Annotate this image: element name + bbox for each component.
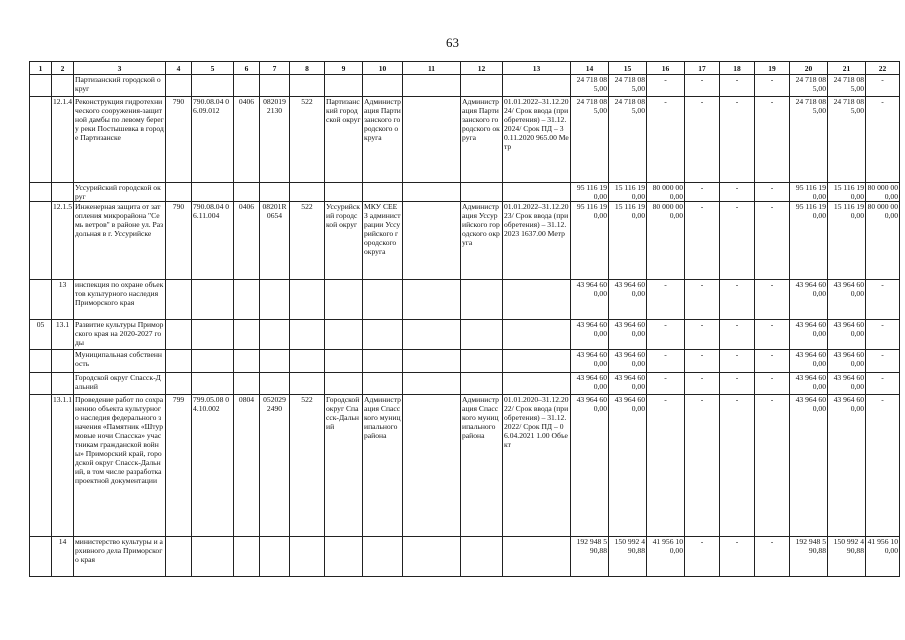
cell-col-18: - [720,202,755,280]
cell-col-9: Партизанский городской округ [325,97,363,183]
column-header-6: 6 [234,62,260,75]
cell-col-15: 43 964 60 0,00 [609,320,647,350]
cell-col-1 [30,280,52,320]
cell-col-20: 24 718 08 5,00 [790,97,828,183]
cell-col-3: министерство культуры и архивного дела Приморского края [74,537,166,577]
cell-col-17: - [685,75,720,97]
column-header-19: 19 [755,62,790,75]
column-header-16: 16 [647,62,685,75]
table-row [30,202,900,280]
cell-col-10 [363,350,403,373]
cell-col-4 [166,373,192,395]
cell-col-11 [403,97,461,183]
cell-col-5 [192,537,234,577]
cell-col-5 [192,320,234,350]
cell-col-16: - [647,320,685,350]
cell-col-19: - [755,395,790,537]
cell-col-15: 24 718 08 5,00 [609,75,647,97]
cell-col-9 [325,537,363,577]
cell-col-15: 43 964 60 0,00 [609,280,647,320]
cell-col-14: 43 964 60 0,00 [571,395,609,537]
cell-col-8 [290,183,325,202]
cell-col-2 [52,183,74,202]
cell-col-2: 13.1 [52,320,74,350]
cell-col-6 [234,373,260,395]
cell-col-4 [166,320,192,350]
cell-col-15: 150 992 4 90,88 [609,537,647,577]
cell-col-22: - [866,395,900,537]
cell-col-16: - [647,75,685,97]
cell-col-13 [503,183,571,202]
cell-col-1: 05 [30,320,52,350]
cell-col-22: - [866,320,900,350]
table-row [30,97,900,183]
cell-col-8: 522 [290,202,325,280]
cell-col-12 [461,183,503,202]
cell-col-4 [166,183,192,202]
cell-col-20: 43 964 60 0,00 [790,350,828,373]
cell-col-7 [260,350,290,373]
column-header-9: 9 [325,62,363,75]
cell-col-7: 08201R 0654 [260,202,290,280]
page-number: 63 [446,35,459,50]
cell-col-4 [166,350,192,373]
cell-col-14: 43 964 60 0,00 [571,350,609,373]
cell-col-10 [363,280,403,320]
table-row [30,280,900,320]
cell-col-1 [30,537,52,577]
cell-col-11 [403,537,461,577]
cell-col-16: 41 956 10 0,00 [647,537,685,577]
cell-col-8 [290,350,325,373]
cell-col-18: - [720,97,755,183]
cell-col-17: - [685,202,720,280]
cell-col-17: - [685,320,720,350]
column-header-22: 22 [866,62,900,75]
cell-col-21: 150 992 4 90,88 [828,537,866,577]
cell-col-21: 24 718 08 5,00 [828,97,866,183]
cell-col-20: 95 116 19 0,00 [790,202,828,280]
cell-col-14: 95 116 19 0,00 [571,202,609,280]
column-header-7: 7 [260,62,290,75]
cell-col-13: 01.01.2020–31.12.2022/ Срок ввода (приобретения) – 31.12.2022/ Срок ПД – 06.04.2021 1.00 Объект [503,395,571,537]
cell-col-2: 14 [52,537,74,577]
header-row [30,62,900,75]
cell-col-13 [503,373,571,395]
cell-col-2: 12.1.4 [52,97,74,183]
column-header-11: 11 [403,62,461,75]
cell-col-20: 95 116 19 0,00 [790,183,828,202]
cell-col-9 [325,350,363,373]
column-header-10: 10 [363,62,403,75]
cell-col-14: 192 948 5 90,88 [571,537,609,577]
cell-col-4: 799 [166,395,192,537]
cell-col-9 [325,280,363,320]
column-header-18: 18 [720,62,755,75]
cell-col-11 [403,395,461,537]
cell-col-11 [403,202,461,280]
cell-col-17: - [685,280,720,320]
cell-col-6 [234,320,260,350]
cell-col-17: - [685,350,720,373]
cell-col-10 [363,320,403,350]
cell-col-21: 15 116 19 0,00 [828,202,866,280]
cell-col-6 [234,350,260,373]
cell-col-13 [503,320,571,350]
cell-col-12 [461,350,503,373]
cell-col-8 [290,280,325,320]
cell-col-8 [290,373,325,395]
cell-col-21: 15 116 19 0,00 [828,183,866,202]
cell-col-12: Администрация Партизанского городского округа [461,97,503,183]
column-header-20: 20 [790,62,828,75]
column-header-5: 5 [192,62,234,75]
cell-col-20: 43 964 60 0,00 [790,280,828,320]
cell-col-14: 43 964 60 0,00 [571,373,609,395]
cell-col-11 [403,373,461,395]
column-header-15: 15 [609,62,647,75]
cell-col-19: - [755,280,790,320]
column-header-2: 2 [52,62,74,75]
cell-col-4: 790 [166,97,192,183]
table-row [30,75,900,97]
cell-col-3: Партизанский городской округ [74,75,166,97]
cell-col-1 [30,97,52,183]
cell-col-21: 43 964 60 0,00 [828,373,866,395]
cell-col-7: 082019 2130 [260,97,290,183]
cell-col-12: Администрация Спасского муниципального района [461,395,503,537]
cell-col-16: - [647,350,685,373]
cell-col-3: Развитие культуры Приморского края на 2020-2027 годы [74,320,166,350]
cell-col-4 [166,280,192,320]
cell-col-19: - [755,373,790,395]
column-header-1: 1 [30,62,52,75]
cell-col-3: Проведение работ по сохранению объекта культурного наследия федерального значения «Памятник «Штурмовые ночи Спасска» участникам гражданской войны» Приморский край, городской округ Спасск-Дальний, в том числе разработка проектной документации [74,395,166,537]
cell-col-22: - [866,75,900,97]
cell-col-10 [363,537,403,577]
cell-col-13 [503,280,571,320]
table-row [30,537,900,577]
cell-col-6: 0406 [234,202,260,280]
cell-col-22: - [866,280,900,320]
cell-col-15: 15 116 19 0,00 [609,183,647,202]
cell-col-22: - [866,350,900,373]
cell-col-2: 12.1.5 [52,202,74,280]
cell-col-5 [192,75,234,97]
cell-col-10 [363,75,403,97]
cell-col-21: 43 964 60 0,00 [828,395,866,537]
cell-col-2 [52,373,74,395]
cell-col-16: 80 000 00 0,00 [647,183,685,202]
cell-col-16: - [647,373,685,395]
cell-col-2 [52,350,74,373]
cell-col-19: - [755,75,790,97]
cell-col-11 [403,320,461,350]
column-header-12: 12 [461,62,503,75]
cell-col-6: 0804 [234,395,260,537]
cell-col-17: - [685,97,720,183]
cell-col-13: 01.01.2022–31.12.2024/ Срок ввода (приобретения) – 31.12.2024/ Срок ПД – 30.11.2020 965.00 Метр [503,97,571,183]
cell-col-6 [234,537,260,577]
cell-col-15: 43 964 60 0,00 [609,395,647,537]
cell-col-4 [166,537,192,577]
cell-col-7 [260,183,290,202]
cell-col-18: - [720,395,755,537]
table-row [30,320,900,350]
cell-col-3: инспекция по охране объектов культурного наследия Приморского края [74,280,166,320]
cell-col-17: - [685,395,720,537]
cell-col-7 [260,537,290,577]
cell-col-17: - [685,537,720,577]
cell-col-12: Администрация Уссурийского городского округа [461,202,503,280]
cell-col-19: - [755,97,790,183]
cell-col-18: - [720,350,755,373]
cell-col-1 [30,350,52,373]
cell-col-9 [325,373,363,395]
cell-col-5: 799.05.08 04.10.002 [192,395,234,537]
cell-col-2: 13 [52,280,74,320]
cell-col-8: 522 [290,97,325,183]
cell-col-22: 41 956 10 0,00 [866,537,900,577]
cell-col-16: - [647,280,685,320]
cell-col-15: 43 964 60 0,00 [609,350,647,373]
cell-col-14: 24 718 08 5,00 [571,97,609,183]
cell-col-8 [290,75,325,97]
cell-col-5 [192,350,234,373]
cell-col-6: 0406 [234,97,260,183]
cell-col-9: Городской округ Спасск-Дальний [325,395,363,537]
table-row [30,350,900,373]
cell-col-8: 522 [290,395,325,537]
cell-col-15: 43 964 60 0,00 [609,373,647,395]
cell-col-13 [503,537,571,577]
cell-col-1 [30,373,52,395]
table-row [30,395,900,537]
cell-col-12 [461,537,503,577]
cell-col-22: - [866,373,900,395]
cell-col-19: - [755,183,790,202]
cell-col-12 [461,280,503,320]
cell-col-3: Уссурийский городской округ [74,183,166,202]
cell-col-21: 43 964 60 0,00 [828,350,866,373]
cell-col-12 [461,75,503,97]
cell-col-14: 43 964 60 0,00 [571,280,609,320]
cell-col-7 [260,75,290,97]
cell-col-13: 01.01.2022–31.12.2023/ Срок ввода (приобретения) – 31.12.2023 1637.00 Метр [503,202,571,280]
cell-col-10 [363,183,403,202]
cell-col-10: Администрация Партизанского городского округа [363,97,403,183]
cell-col-7 [260,280,290,320]
cell-col-5 [192,280,234,320]
cell-col-22: 80 000 00 0,00 [866,183,900,202]
cell-col-9 [325,320,363,350]
column-header-13: 13 [503,62,571,75]
table-row [30,373,900,395]
cell-col-3: Городской округ Спасск-Дальний [74,373,166,395]
cell-col-12 [461,320,503,350]
cell-col-13 [503,350,571,373]
cell-col-4 [166,75,192,97]
cell-col-1 [30,75,52,97]
cell-col-8 [290,320,325,350]
column-header-4: 4 [166,62,192,75]
cell-col-18: - [720,373,755,395]
cell-col-21: 43 964 60 0,00 [828,280,866,320]
cell-col-18: - [720,280,755,320]
cell-col-16: - [647,97,685,183]
cell-col-12 [461,373,503,395]
column-header-8: 8 [290,62,325,75]
cell-col-7 [260,320,290,350]
cell-col-19: - [755,202,790,280]
cell-col-22: - [866,97,900,183]
column-header-17: 17 [685,62,720,75]
cell-col-6 [234,75,260,97]
cell-col-6 [234,183,260,202]
cell-col-19: - [755,537,790,577]
cell-col-21: 43 964 60 0,00 [828,320,866,350]
cell-col-1 [30,395,52,537]
cell-col-16: 80 000 00 0,00 [647,202,685,280]
table-row [30,183,900,202]
cell-col-3: Инженерная защита от затопления микрорайона "Семь ветров" в районе ул. Раздольная в г. Уссурийске [74,202,166,280]
cell-col-5: 790.08.04 06.09.012 [192,97,234,183]
cell-col-5 [192,373,234,395]
column-header-21: 21 [828,62,866,75]
cell-col-10: Администрация Спасского муниципального района [363,395,403,537]
cell-col-19: - [755,350,790,373]
cell-col-4: 790 [166,202,192,280]
cell-col-6 [234,280,260,320]
cell-col-1 [30,202,52,280]
cell-col-19: - [755,320,790,350]
cell-col-20: 43 964 60 0,00 [790,320,828,350]
budget-table [29,61,900,577]
cell-col-2: 13.1.1 [52,395,74,537]
cell-col-1 [30,183,52,202]
cell-col-2 [52,75,74,97]
cell-col-15: 15 116 19 0,00 [609,202,647,280]
cell-col-3: Реконструкция гидротехнического сооружения-защитной дамбы по левому берегу реки Постышевка в городе Партизанске [74,97,166,183]
cell-col-14: 24 718 08 5,00 [571,75,609,97]
cell-col-7 [260,373,290,395]
cell-col-11 [403,183,461,202]
cell-col-5: 790.08.04 06.11.004 [192,202,234,280]
cell-col-3: Муниципальная собственность [74,350,166,373]
cell-col-15: 24 718 08 5,00 [609,97,647,183]
cell-col-9 [325,75,363,97]
cell-col-17: - [685,373,720,395]
cell-col-11 [403,280,461,320]
cell-col-14: 95 116 19 0,00 [571,183,609,202]
cell-col-18: - [720,183,755,202]
cell-col-22: 80 000 00 0,00 [866,202,900,280]
cell-col-20: 43 964 60 0,00 [790,373,828,395]
cell-col-7: 052029 2490 [260,395,290,537]
cell-col-21: 24 718 08 5,00 [828,75,866,97]
cell-col-20: 24 718 08 5,00 [790,75,828,97]
cell-col-11 [403,350,461,373]
cell-col-20: 192 948 5 90,88 [790,537,828,577]
cell-col-9 [325,183,363,202]
cell-col-9: Уссурийский городской округ [325,202,363,280]
cell-col-14: 43 964 60 0,00 [571,320,609,350]
cell-col-18: - [720,320,755,350]
cell-col-10: МКУ СЕЕЗ администрации Уссурийского городского округа [363,202,403,280]
cell-col-10 [363,373,403,395]
cell-col-5 [192,183,234,202]
cell-col-8 [290,537,325,577]
column-header-14: 14 [571,62,609,75]
cell-col-13 [503,75,571,97]
column-header-3: 3 [74,62,166,75]
cell-col-11 [403,75,461,97]
cell-col-16: - [647,395,685,537]
cell-col-20: 43 964 60 0,00 [790,395,828,537]
cell-col-18: - [720,75,755,97]
cell-col-18: - [720,537,755,577]
cell-col-17: - [685,183,720,202]
